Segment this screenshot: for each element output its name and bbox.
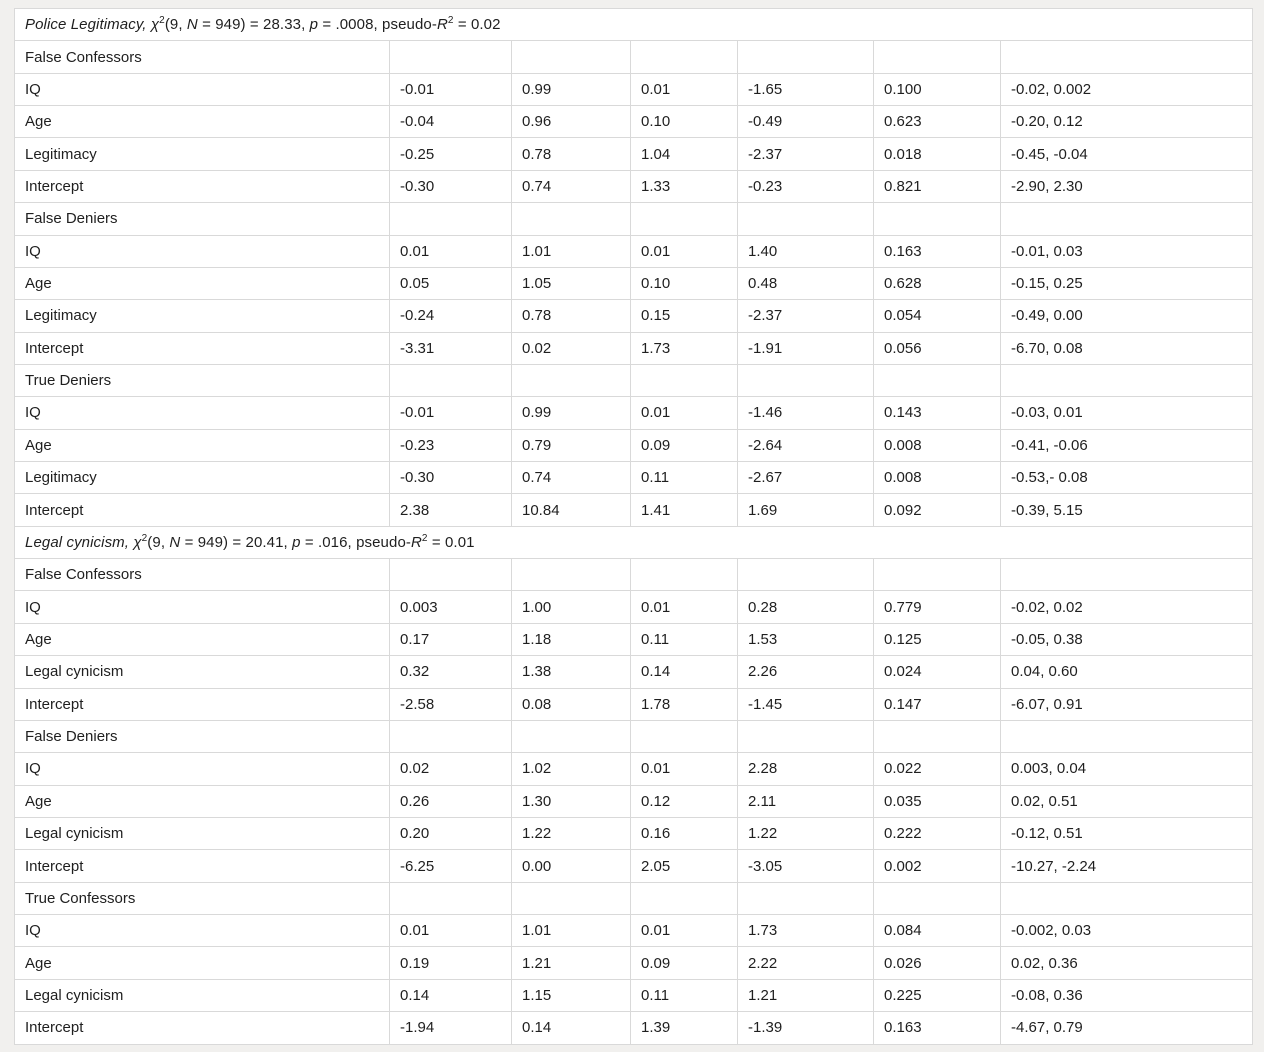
value-cell: 0.74 (512, 462, 631, 494)
value-cell: -2.64 (738, 429, 874, 461)
value-cell: 0.00 (512, 850, 631, 882)
empty-cell (738, 882, 874, 914)
value-cell: 0.035 (874, 785, 1001, 817)
data-row (15, 915, 1253, 947)
value-cell: -4.67, 0.79 (1001, 1012, 1253, 1044)
group-header-label: False Confessors (15, 41, 390, 73)
data-row (15, 300, 1253, 332)
value-cell: 1.02 (512, 753, 631, 785)
value-cell: 0.28 (738, 591, 874, 623)
value-cell: 1.53 (738, 623, 874, 655)
value-cell: 0.002 (874, 850, 1001, 882)
value-cell: 0.01 (390, 235, 512, 267)
value-cell: 0.008 (874, 462, 1001, 494)
value-cell: -0.04 (390, 106, 512, 138)
model-title-part: 2 (141, 532, 148, 544)
value-cell: -1.91 (738, 332, 874, 364)
empty-cell (631, 41, 738, 73)
value-cell: -0.25 (390, 138, 512, 170)
value-cell: 0.163 (874, 235, 1001, 267)
model-title-part: R (410, 533, 422, 551)
empty-cell (1001, 720, 1253, 752)
data-row (15, 494, 1253, 526)
empty-cell (631, 720, 738, 752)
group-header-row (15, 882, 1253, 914)
data-row (15, 656, 1253, 688)
value-cell: 0.99 (512, 397, 631, 429)
value-cell: -0.03, 0.01 (1001, 397, 1253, 429)
empty-cell (738, 720, 874, 752)
value-cell: -3.05 (738, 850, 874, 882)
data-row (15, 138, 1253, 170)
value-cell: 1.21 (738, 979, 874, 1011)
value-cell: 0.003 (390, 591, 512, 623)
value-cell: 0.01 (631, 397, 738, 429)
empty-cell (512, 559, 631, 591)
empty-cell (1001, 203, 1253, 235)
value-cell: 0.09 (631, 947, 738, 979)
model-title-part: N (186, 16, 198, 34)
group-header-row (15, 41, 1253, 73)
predictor-label: IQ (15, 235, 390, 267)
value-cell: 1.21 (512, 947, 631, 979)
value-cell: -0.39, 5.15 (1001, 494, 1253, 526)
value-cell: 0.056 (874, 332, 1001, 364)
predictor-label: Legal cynicism (15, 656, 390, 688)
predictor-label: Legal cynicism (15, 817, 390, 849)
empty-cell (1001, 882, 1253, 914)
value-cell: 0.11 (631, 979, 738, 1011)
value-cell: -0.05, 0.38 (1001, 623, 1253, 655)
value-cell: 0.74 (512, 170, 631, 202)
empty-cell (631, 559, 738, 591)
value-cell: 0.32 (390, 656, 512, 688)
value-cell: 0.628 (874, 267, 1001, 299)
table-body (15, 9, 1253, 1045)
value-cell: -0.02, 0.02 (1001, 591, 1253, 623)
value-cell: -0.01 (390, 397, 512, 429)
value-cell: -2.58 (390, 688, 512, 720)
value-cell: 0.024 (874, 656, 1001, 688)
empty-cell (512, 41, 631, 73)
data-row (15, 170, 1253, 202)
value-cell: 0.05 (390, 267, 512, 299)
model-title-part: N (169, 533, 181, 551)
value-cell: 0.143 (874, 397, 1001, 429)
predictor-label: IQ (15, 73, 390, 105)
value-cell: 2.28 (738, 753, 874, 785)
value-cell: 1.38 (512, 656, 631, 688)
predictor-label: Legitimacy (15, 300, 390, 332)
value-cell: 1.69 (738, 494, 874, 526)
value-cell: -0.45, -0.04 (1001, 138, 1253, 170)
value-cell: 1.41 (631, 494, 738, 526)
model-title-part: R (436, 16, 448, 34)
value-cell: -2.37 (738, 138, 874, 170)
value-cell: 0.16 (631, 817, 738, 849)
group-header-label: True Confessors (15, 882, 390, 914)
value-cell: -0.20, 0.12 (1001, 106, 1253, 138)
value-cell: 1.15 (512, 979, 631, 1011)
model-title-part: (9, (164, 16, 187, 34)
value-cell: -0.49 (738, 106, 874, 138)
empty-cell (874, 882, 1001, 914)
data-row (15, 785, 1253, 817)
value-cell: 1.01 (512, 235, 631, 267)
data-row (15, 429, 1253, 461)
data-row (15, 235, 1253, 267)
predictor-label: Intercept (15, 850, 390, 882)
value-cell: 0.17 (390, 623, 512, 655)
value-cell: 0.26 (390, 785, 512, 817)
value-cell: 0.15 (631, 300, 738, 332)
value-cell: 10.84 (512, 494, 631, 526)
data-row (15, 397, 1253, 429)
empty-cell (390, 882, 512, 914)
model-title-part: 2 (447, 15, 454, 27)
stats-table (14, 8, 1253, 1045)
value-cell: -0.23 (390, 429, 512, 461)
data-row (15, 688, 1253, 720)
model-title (15, 526, 1253, 558)
value-cell: -0.01, 0.03 (1001, 235, 1253, 267)
value-cell: 0.08 (512, 688, 631, 720)
predictor-label: IQ (15, 591, 390, 623)
model-title-part: = .016, pseudo- (300, 533, 411, 551)
value-cell: 0.084 (874, 915, 1001, 947)
value-cell: -0.49, 0.00 (1001, 300, 1253, 332)
value-cell: 1.33 (631, 170, 738, 202)
model-title-part: = 949) = 28.33, (197, 16, 310, 34)
value-cell: 0.20 (390, 817, 512, 849)
value-cell: -0.24 (390, 300, 512, 332)
value-cell: 0.022 (874, 753, 1001, 785)
value-cell: 0.02 (390, 753, 512, 785)
value-cell: 0.09 (631, 429, 738, 461)
value-cell: -0.30 (390, 462, 512, 494)
group-header-row (15, 559, 1253, 591)
value-cell: 0.01 (631, 73, 738, 105)
value-cell: 0.163 (874, 1012, 1001, 1044)
empty-cell (874, 559, 1001, 591)
value-cell: 0.821 (874, 170, 1001, 202)
empty-cell (512, 364, 631, 396)
model-title-part: = .0008, pseudo- (318, 16, 437, 34)
model-title-part: χ (133, 533, 142, 551)
value-cell: 1.01 (512, 915, 631, 947)
value-cell: -0.01 (390, 73, 512, 105)
value-cell: 0.14 (631, 656, 738, 688)
value-cell: 0.78 (512, 138, 631, 170)
model-title-part: (9, (147, 533, 170, 551)
empty-cell (874, 203, 1001, 235)
data-row (15, 979, 1253, 1011)
value-cell: -2.67 (738, 462, 874, 494)
value-cell: 0.01 (631, 915, 738, 947)
value-cell: 0.092 (874, 494, 1001, 526)
model-title (15, 9, 1253, 41)
value-cell: 0.222 (874, 817, 1001, 849)
data-row (15, 267, 1253, 299)
value-cell: -0.12, 0.51 (1001, 817, 1253, 849)
empty-cell (1001, 559, 1253, 591)
value-cell: -1.45 (738, 688, 874, 720)
value-cell: 0.10 (631, 267, 738, 299)
predictor-label: IQ (15, 915, 390, 947)
value-cell: -0.08, 0.36 (1001, 979, 1253, 1011)
predictor-label: Intercept (15, 332, 390, 364)
predictor-label: Intercept (15, 1012, 390, 1044)
value-cell: 0.01 (390, 915, 512, 947)
value-cell: 0.01 (631, 591, 738, 623)
value-cell: 0.008 (874, 429, 1001, 461)
value-cell: 0.14 (512, 1012, 631, 1044)
value-cell: -0.53,- 0.08 (1001, 462, 1253, 494)
model-title-part: p (292, 533, 301, 551)
value-cell: 0.14 (390, 979, 512, 1011)
predictor-label: Intercept (15, 170, 390, 202)
value-cell: 0.02, 0.51 (1001, 785, 1253, 817)
value-cell: 0.11 (631, 623, 738, 655)
value-cell: 0.054 (874, 300, 1001, 332)
value-cell: -0.30 (390, 170, 512, 202)
model-title-row (15, 9, 1253, 41)
value-cell: -0.41, -0.06 (1001, 429, 1253, 461)
empty-cell (390, 41, 512, 73)
empty-cell (738, 203, 874, 235)
value-cell: -1.39 (738, 1012, 874, 1044)
model-title-row (15, 526, 1253, 558)
value-cell: 0.79 (512, 429, 631, 461)
value-cell: 0.78 (512, 300, 631, 332)
empty-cell (512, 720, 631, 752)
value-cell: 1.22 (738, 817, 874, 849)
model-title-part: p (309, 16, 319, 34)
value-cell: 0.100 (874, 73, 1001, 105)
value-cell: 1.39 (631, 1012, 738, 1044)
data-row (15, 947, 1253, 979)
data-row (15, 332, 1253, 364)
empty-cell (1001, 41, 1253, 73)
data-row (15, 462, 1253, 494)
value-cell: 0.04, 0.60 (1001, 656, 1253, 688)
value-cell: 1.30 (512, 785, 631, 817)
model-title-part: 2 (421, 532, 428, 544)
value-cell: -10.27, -2.24 (1001, 850, 1253, 882)
value-cell: 1.73 (631, 332, 738, 364)
predictor-label: Age (15, 429, 390, 461)
data-row (15, 1012, 1253, 1044)
data-row (15, 850, 1253, 882)
value-cell: 1.05 (512, 267, 631, 299)
model-title-part: = 0.01 (427, 533, 475, 551)
model-title-part: 2 (159, 15, 165, 27)
empty-cell (512, 882, 631, 914)
value-cell: 0.026 (874, 947, 1001, 979)
value-cell: 1.78 (631, 688, 738, 720)
value-cell: -2.37 (738, 300, 874, 332)
value-cell: 0.10 (631, 106, 738, 138)
empty-cell (631, 882, 738, 914)
value-cell: 0.96 (512, 106, 631, 138)
empty-cell (874, 720, 1001, 752)
group-header-label: False Confessors (15, 559, 390, 591)
predictor-label: Age (15, 785, 390, 817)
value-cell: 0.003, 0.04 (1001, 753, 1253, 785)
group-header-label: False Deniers (15, 203, 390, 235)
value-cell: 0.99 (512, 73, 631, 105)
value-cell: 0.11 (631, 462, 738, 494)
value-cell: 0.48 (738, 267, 874, 299)
value-cell: 0.623 (874, 106, 1001, 138)
value-cell: 0.12 (631, 785, 738, 817)
regression-results-table (14, 8, 1252, 1044)
group-header-label: False Deniers (15, 720, 390, 752)
group-header-row (15, 364, 1253, 396)
group-header-row (15, 203, 1253, 235)
data-row (15, 591, 1253, 623)
model-title-part: = 0.02 (453, 16, 501, 34)
value-cell: 0.02, 0.36 (1001, 947, 1253, 979)
empty-cell (390, 720, 512, 752)
value-cell: 1.40 (738, 235, 874, 267)
value-cell: -0.02, 0.002 (1001, 73, 1253, 105)
empty-cell (631, 364, 738, 396)
predictor-label: Intercept (15, 688, 390, 720)
predictor-label: Legitimacy (15, 138, 390, 170)
predictor-label: Legitimacy (15, 462, 390, 494)
model-title-part: Police Legitimacy, (25, 16, 151, 34)
value-cell: -6.25 (390, 850, 512, 882)
model-title-part: = 949) = 20.41, (180, 533, 293, 551)
empty-cell (390, 203, 512, 235)
data-row (15, 106, 1253, 138)
value-cell: 0.01 (631, 235, 738, 267)
predictor-label: IQ (15, 397, 390, 429)
data-row (15, 73, 1253, 105)
empty-cell (874, 364, 1001, 396)
value-cell: -1.46 (738, 397, 874, 429)
empty-cell (874, 41, 1001, 73)
predictor-label: Intercept (15, 494, 390, 526)
value-cell: 0.225 (874, 979, 1001, 1011)
value-cell: 1.04 (631, 138, 738, 170)
value-cell: 0.147 (874, 688, 1001, 720)
value-cell: 0.779 (874, 591, 1001, 623)
data-row (15, 623, 1253, 655)
predictor-label: Legal cynicism (15, 979, 390, 1011)
value-cell: -0.23 (738, 170, 874, 202)
data-row (15, 753, 1253, 785)
value-cell: 0.125 (874, 623, 1001, 655)
value-cell: 2.11 (738, 785, 874, 817)
empty-cell (390, 559, 512, 591)
empty-cell (1001, 364, 1253, 396)
value-cell: 0.018 (874, 138, 1001, 170)
value-cell: -1.65 (738, 73, 874, 105)
value-cell: -3.31 (390, 332, 512, 364)
group-header-label: True Deniers (15, 364, 390, 396)
empty-cell (631, 203, 738, 235)
value-cell: 1.18 (512, 623, 631, 655)
value-cell: -0.15, 0.25 (1001, 267, 1253, 299)
predictor-label: Age (15, 623, 390, 655)
predictor-label: Age (15, 947, 390, 979)
empty-cell (512, 203, 631, 235)
value-cell: -6.70, 0.08 (1001, 332, 1253, 364)
value-cell: 2.22 (738, 947, 874, 979)
value-cell: 1.73 (738, 915, 874, 947)
group-header-row (15, 720, 1253, 752)
value-cell: -0.002, 0.03 (1001, 915, 1253, 947)
predictor-label: Age (15, 106, 390, 138)
empty-cell (738, 559, 874, 591)
value-cell: 0.19 (390, 947, 512, 979)
empty-cell (390, 364, 512, 396)
predictor-label: IQ (15, 753, 390, 785)
predictor-label: Age (15, 267, 390, 299)
value-cell: 1.22 (512, 817, 631, 849)
value-cell: -6.07, 0.91 (1001, 688, 1253, 720)
value-cell: -1.94 (390, 1012, 512, 1044)
value-cell: 1.00 (512, 591, 631, 623)
data-row (15, 817, 1253, 849)
empty-cell (738, 364, 874, 396)
value-cell: 0.01 (631, 753, 738, 785)
value-cell: -2.90, 2.30 (1001, 170, 1253, 202)
value-cell: 2.05 (631, 850, 738, 882)
value-cell: 2.26 (738, 656, 874, 688)
value-cell: 2.38 (390, 494, 512, 526)
model-title-part: Legal cynicism, (25, 533, 134, 551)
empty-cell (738, 41, 874, 73)
model-title-part: χ (150, 16, 160, 34)
value-cell: 0.02 (512, 332, 631, 364)
